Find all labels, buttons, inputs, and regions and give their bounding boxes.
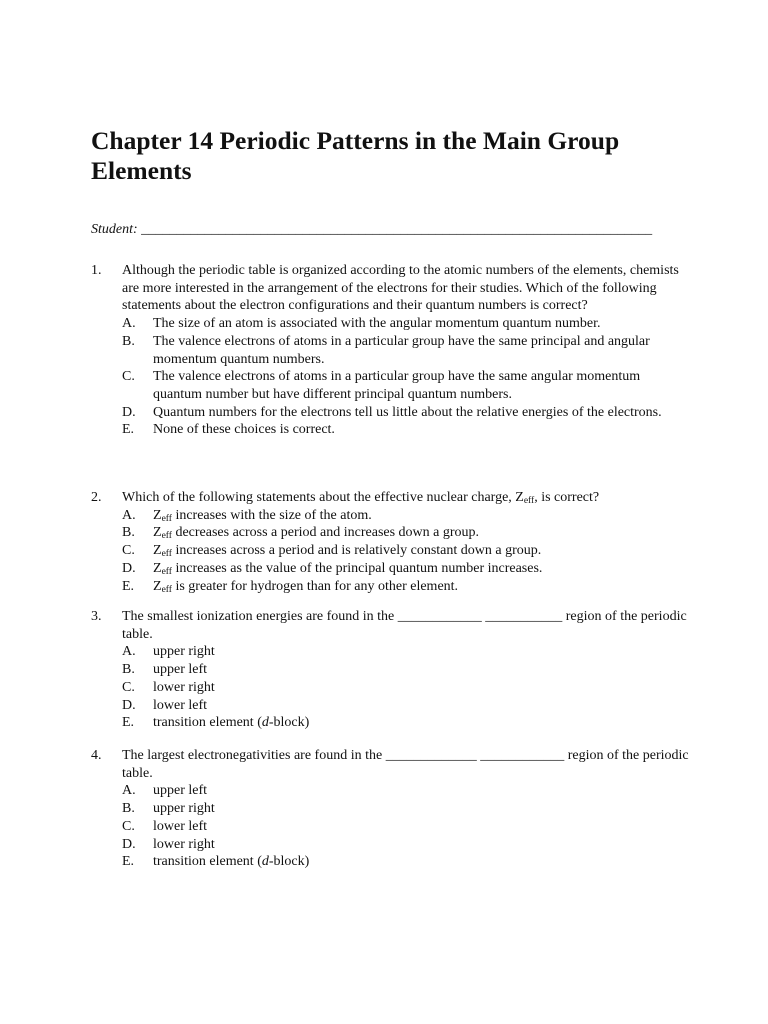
option-letter: D. xyxy=(122,697,136,713)
question-4 xyxy=(91,747,691,871)
option-text: upper right xyxy=(153,644,215,660)
page-title: Chapter 14 Periodic Patterns in the Main Group Elements xyxy=(91,126,620,185)
student-label: Student: xyxy=(91,222,138,237)
question-text: The smallest ionization energies are found in the ____________ ___________ region of the periodic table. xyxy=(122,609,687,642)
option-letter: B. xyxy=(122,662,135,678)
option-a xyxy=(122,643,691,661)
option-text: transition element (d-block) xyxy=(153,715,310,731)
option-b xyxy=(122,333,691,368)
option-text: lower left xyxy=(153,818,208,834)
question-1 xyxy=(91,262,691,439)
option-letter: B. xyxy=(122,333,135,349)
option-text: The valence electrons of atoms in a particular group have the same principal and angular momentum quantum numbers. xyxy=(153,333,650,367)
option-text: None of these choices is correct. xyxy=(153,422,335,438)
option-d xyxy=(122,560,691,578)
question-2 xyxy=(91,489,691,595)
option-letter: E. xyxy=(122,715,135,731)
option-letter: C. xyxy=(122,369,135,385)
question-number: 1. xyxy=(91,263,102,278)
option-c xyxy=(122,818,691,836)
student-line xyxy=(91,220,652,240)
option-text: $Z_{eff}$ increases with the size of the atom. xyxy=(153,507,372,524)
question-text: Which of the following statements about the effective nuclear charge, $Z_{eff}$, is correct? xyxy=(122,490,600,506)
question-number: 4. xyxy=(91,748,102,763)
option-c xyxy=(122,368,691,403)
option-letter: C. xyxy=(122,679,135,695)
option-text: The size of an atom is associated with the angular momentum quantum number. xyxy=(153,316,601,332)
option-b xyxy=(122,524,691,542)
option-c xyxy=(122,679,691,697)
student-blank: _________________________________________________________________________ xyxy=(141,222,653,237)
option-letter: E. xyxy=(122,422,135,438)
option-letter: D. xyxy=(122,404,136,420)
option-letter: A. xyxy=(122,507,136,523)
option-text: lower right xyxy=(153,836,215,852)
option-text: lower right xyxy=(153,679,215,695)
option-a xyxy=(122,782,691,800)
option-b xyxy=(122,800,691,818)
option-d xyxy=(122,404,691,422)
option-text: $Z_{eff}$ increases as the value of the principal quantum number increases. xyxy=(153,560,543,577)
option-letter: A. xyxy=(122,644,136,660)
option-letter: D. xyxy=(122,836,136,852)
option-a xyxy=(122,507,691,525)
option-letter: D. xyxy=(122,560,136,576)
option-a xyxy=(122,315,691,333)
option-letter: B. xyxy=(122,801,135,817)
option-text: Quantum numbers for the electrons tell us little about the relative energies of the electrons. xyxy=(153,404,662,420)
option-letter: B. xyxy=(122,525,135,541)
option-letter: E. xyxy=(122,854,135,870)
option-text: The valence electrons of atoms in a particular group have the same angular momentum quantum number but have different principal quantum numbers. xyxy=(153,369,641,402)
option-text: transition element (d-block) xyxy=(153,854,310,870)
option-b xyxy=(122,661,691,679)
option-text: $Z_{eff}$ decreases across a period and increases down a group. xyxy=(153,525,480,542)
option-letter: E. xyxy=(122,578,135,594)
option-text: lower left xyxy=(153,697,208,713)
option-text: upper left xyxy=(153,662,208,678)
option-text: upper right xyxy=(153,801,215,817)
option-text: $Z_{eff}$ is greater for hydrogen than for any other element. xyxy=(153,578,459,595)
option-letter: A. xyxy=(122,316,136,332)
question-text: The largest electronegativities are found in the _____________ ____________ region of the periodic table. xyxy=(122,748,689,781)
question-text: Although the periodic table is organized according to the atomic numbers of the elements, chemists are more interested in the arrangement of the electrons for their studies. Which of the following statements about the electron configurations and their quantum numbers is correct? xyxy=(122,263,679,314)
option-letter: A. xyxy=(122,783,136,799)
option-e xyxy=(122,578,691,596)
question-3 xyxy=(91,608,691,732)
option-letter: C. xyxy=(122,543,135,559)
option-e xyxy=(122,714,691,732)
option-text: $Z_{eff}$ increases across a period and is relatively constant down a group. xyxy=(153,543,542,560)
option-text: upper left xyxy=(153,783,208,799)
question-number: 2. xyxy=(91,490,102,505)
option-e xyxy=(122,421,691,439)
option-d xyxy=(122,836,691,854)
option-e xyxy=(122,853,691,871)
option-c xyxy=(122,542,691,560)
option-letter: C. xyxy=(122,818,135,834)
question-number: 3. xyxy=(91,609,102,624)
option-d xyxy=(122,697,691,715)
